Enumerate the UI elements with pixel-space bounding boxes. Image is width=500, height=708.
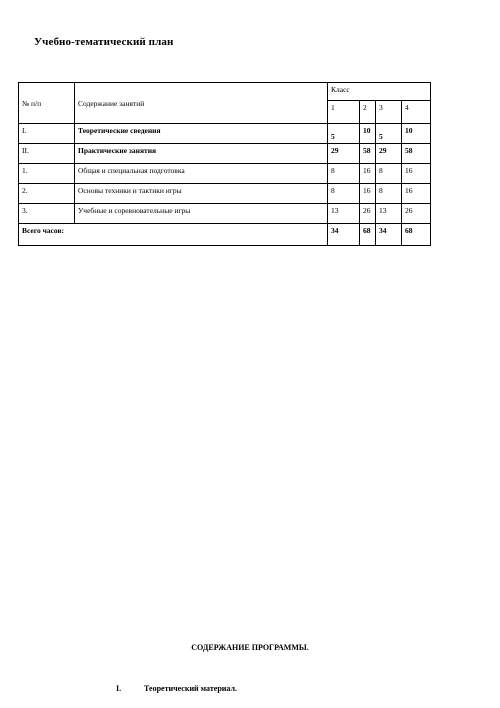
header-content: Содержание занятий [75, 83, 328, 124]
row-value-class-2: 10 [360, 124, 376, 144]
total-class-4: 68 [402, 224, 431, 246]
header-class: Класс [328, 83, 431, 101]
table-row [19, 144, 431, 164]
total-class-2: 68 [360, 224, 376, 246]
row-value-class-3: 13 [376, 204, 402, 224]
sub-heading-number: I. [116, 684, 122, 693]
header-num: № п/п [19, 83, 75, 124]
class-2-header: 2 [360, 101, 376, 124]
row-value-class-2: 16 [360, 164, 376, 184]
sub-heading [116, 684, 237, 693]
table-row [19, 124, 431, 144]
row-content: Практические занятия [75, 144, 328, 164]
row-value-class-1: 29 [328, 144, 360, 164]
class-4-header: 4 [402, 101, 431, 124]
sub-heading-text: Теоретический материал. [144, 684, 237, 693]
row-value-class-1: 13 [328, 204, 360, 224]
total-class-3: 34 [376, 224, 402, 246]
class-1-header: 1 [328, 101, 360, 124]
total-class-1: 34 [328, 224, 360, 246]
row-value-class-3: 8 [376, 184, 402, 204]
curriculum-table [18, 82, 431, 246]
table-total-row [19, 224, 431, 246]
row-value-class-2: 58 [360, 144, 376, 164]
row-num: 2. [19, 184, 75, 204]
row-content: Теоретические сведения [75, 124, 328, 144]
row-value-class-4: 16 [402, 164, 431, 184]
table-row [19, 204, 431, 224]
row-value-class-1: 5 [328, 124, 360, 144]
table-row [19, 164, 431, 184]
row-num: I. [19, 124, 75, 144]
page-title: Учебно-тематический план [34, 36, 174, 48]
row-value-class-3: 8 [376, 164, 402, 184]
class-3-header: 3 [376, 101, 402, 124]
row-value-class-3: 5 [376, 124, 402, 144]
row-value-class-4: 58 [402, 144, 431, 164]
table-header-row [19, 83, 431, 101]
row-num: 1. [19, 164, 75, 184]
row-value-class-2: 26 [360, 204, 376, 224]
total-label: Всего часов: [19, 224, 328, 246]
program-heading: СОДЕРЖАНИЕ ПРОГРАММЫ. [191, 643, 309, 652]
row-num: 3. [19, 204, 75, 224]
row-value-class-3: 29 [376, 144, 402, 164]
row-content: Учебные и соревновательные игры [75, 204, 328, 224]
row-content: Общая и специальная подготовка [75, 164, 328, 184]
row-value-class-4: 26 [402, 204, 431, 224]
table-row [19, 184, 431, 204]
row-num: II. [19, 144, 75, 164]
row-value-class-4: 10 [402, 124, 431, 144]
row-value-class-4: 16 [402, 184, 431, 204]
row-content: Основы техники и тактики игры [75, 184, 328, 204]
row-value-class-1: 8 [328, 184, 360, 204]
row-value-class-1: 8 [328, 164, 360, 184]
row-value-class-2: 16 [360, 184, 376, 204]
